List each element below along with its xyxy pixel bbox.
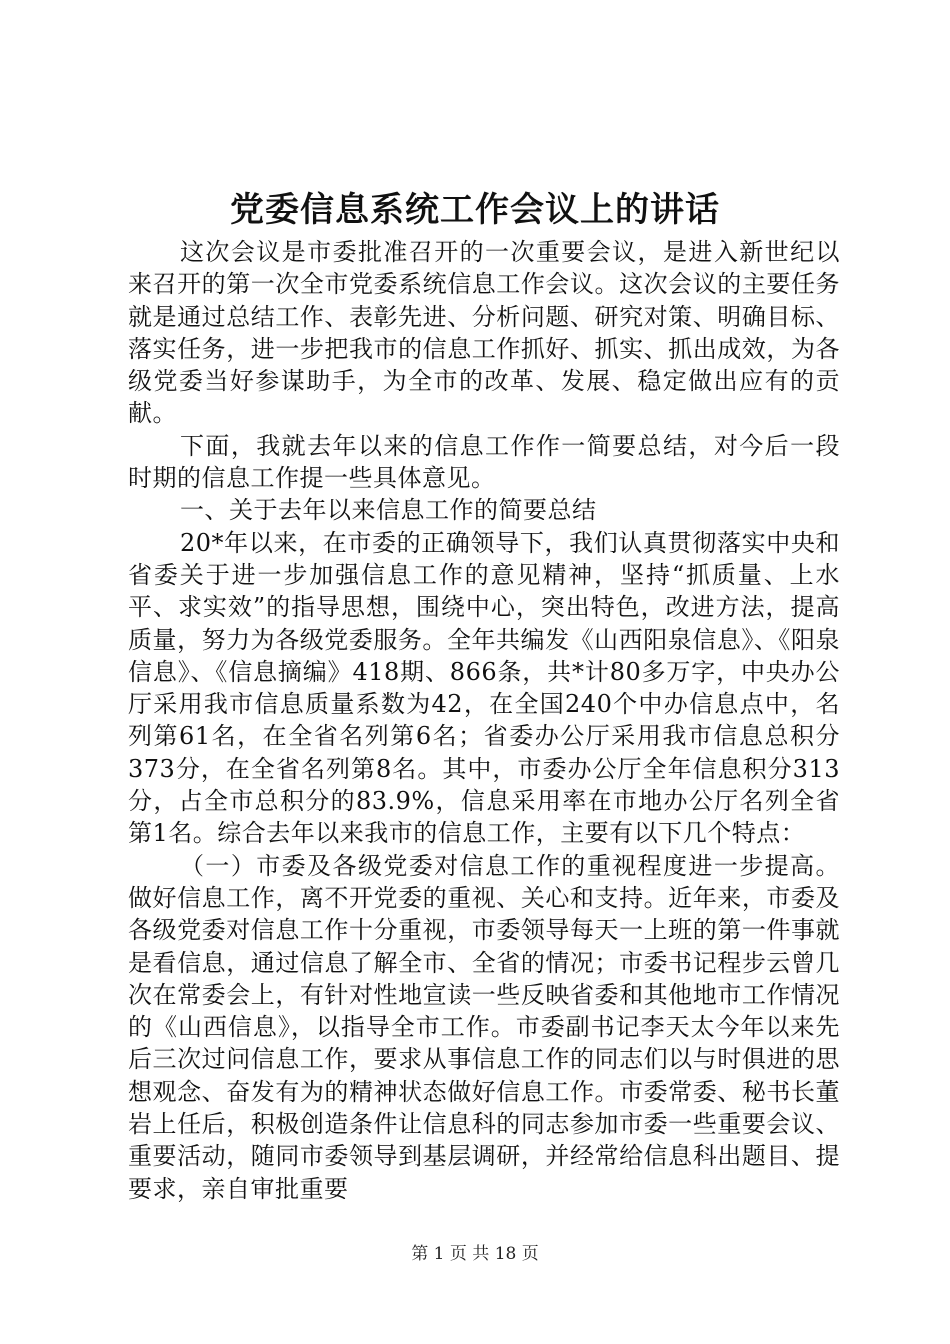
document-body — [128, 236, 840, 1205]
paragraph-overview: 下面，我就去年以来的信息工作作一简要总结，对今后一段时期的信息工作提一些具体意见。 — [128, 431, 840, 493]
paragraph-intro: 这次会议是市委批准召开的一次重要会议，是进入新世纪以来召开的第一次全市党委系统信息工作会议。这次会议的主要任务就是通过总结工作、表彰先进、分析问题、研究对策、明确目标、落实任务，进一步把我市的信息工作抓好、抓实、抓出成效，为各级党委当好参谋助手，为全市的改革、发展、稳定做出应有的贡献。 — [128, 238, 840, 428]
document-title: 党委信息系统工作会议上的讲话 — [230, 190, 720, 230]
section-heading-1: 一、关于去年以来信息工作的简要总结 — [180, 496, 597, 525]
paragraph-point-1: （一）市委及各级党委对信息工作的重视程度进一步提高。做好信息工作，离不开党委的重视、关心和支持。近年来，市委及各级党委对信息工作十分重视，市委领导每天一上班的第一件事就是看信息，通过信息了解全市、全省的情况；市委书记程步云曾几次在常委会上，有针对性地宣读一些反映省委和其他地市工作情况的《山西信息》，以指导全市工作。市委副书记李天太今年以来先后三次过问信息工作，要求从事信息工作的同志们以与时俱进的思想观念、奋发有为的精神状态做好信息工作。市委常委、秘书长董岩上任后，积极创造条件让信息科的同志参加市委一些重要会议、重要活动，随同市委领导到基层调研，并经常给信息科出题目、提要求，亲自审批重要 — [128, 851, 840, 1203]
paragraph-summary: 20*年以来，在市委的正确领导下，我们认真贯彻落实中央和省委关于进一步加强信息工作的意见精神，坚持“抓质量、上水平、求实效”的指导思想，围绕中心，突出特色，改进方法，提高质量，努力为各级党委服务。全年共编发《山西阳泉信息》、《阳泉信息》、《信息摘编》418期、866条，共*计80多万字，中央办公厅采用我市信息质量系数为42，在全国240个中办信息点中，名列第61名，在全省名列第6名；省委办公厅采用我市信息总积分373分，在全省名列第8名。其中，市委办公厅全年信息积分313分，占全市总积分的83.9%，信息采用率在市地办公厅名列全省第1名。综合去年以来我市的信息工作，主要有以下几个特点： — [128, 528, 840, 848]
page-number-footer: 第 1 页 共 18 页 — [411, 1244, 539, 1264]
